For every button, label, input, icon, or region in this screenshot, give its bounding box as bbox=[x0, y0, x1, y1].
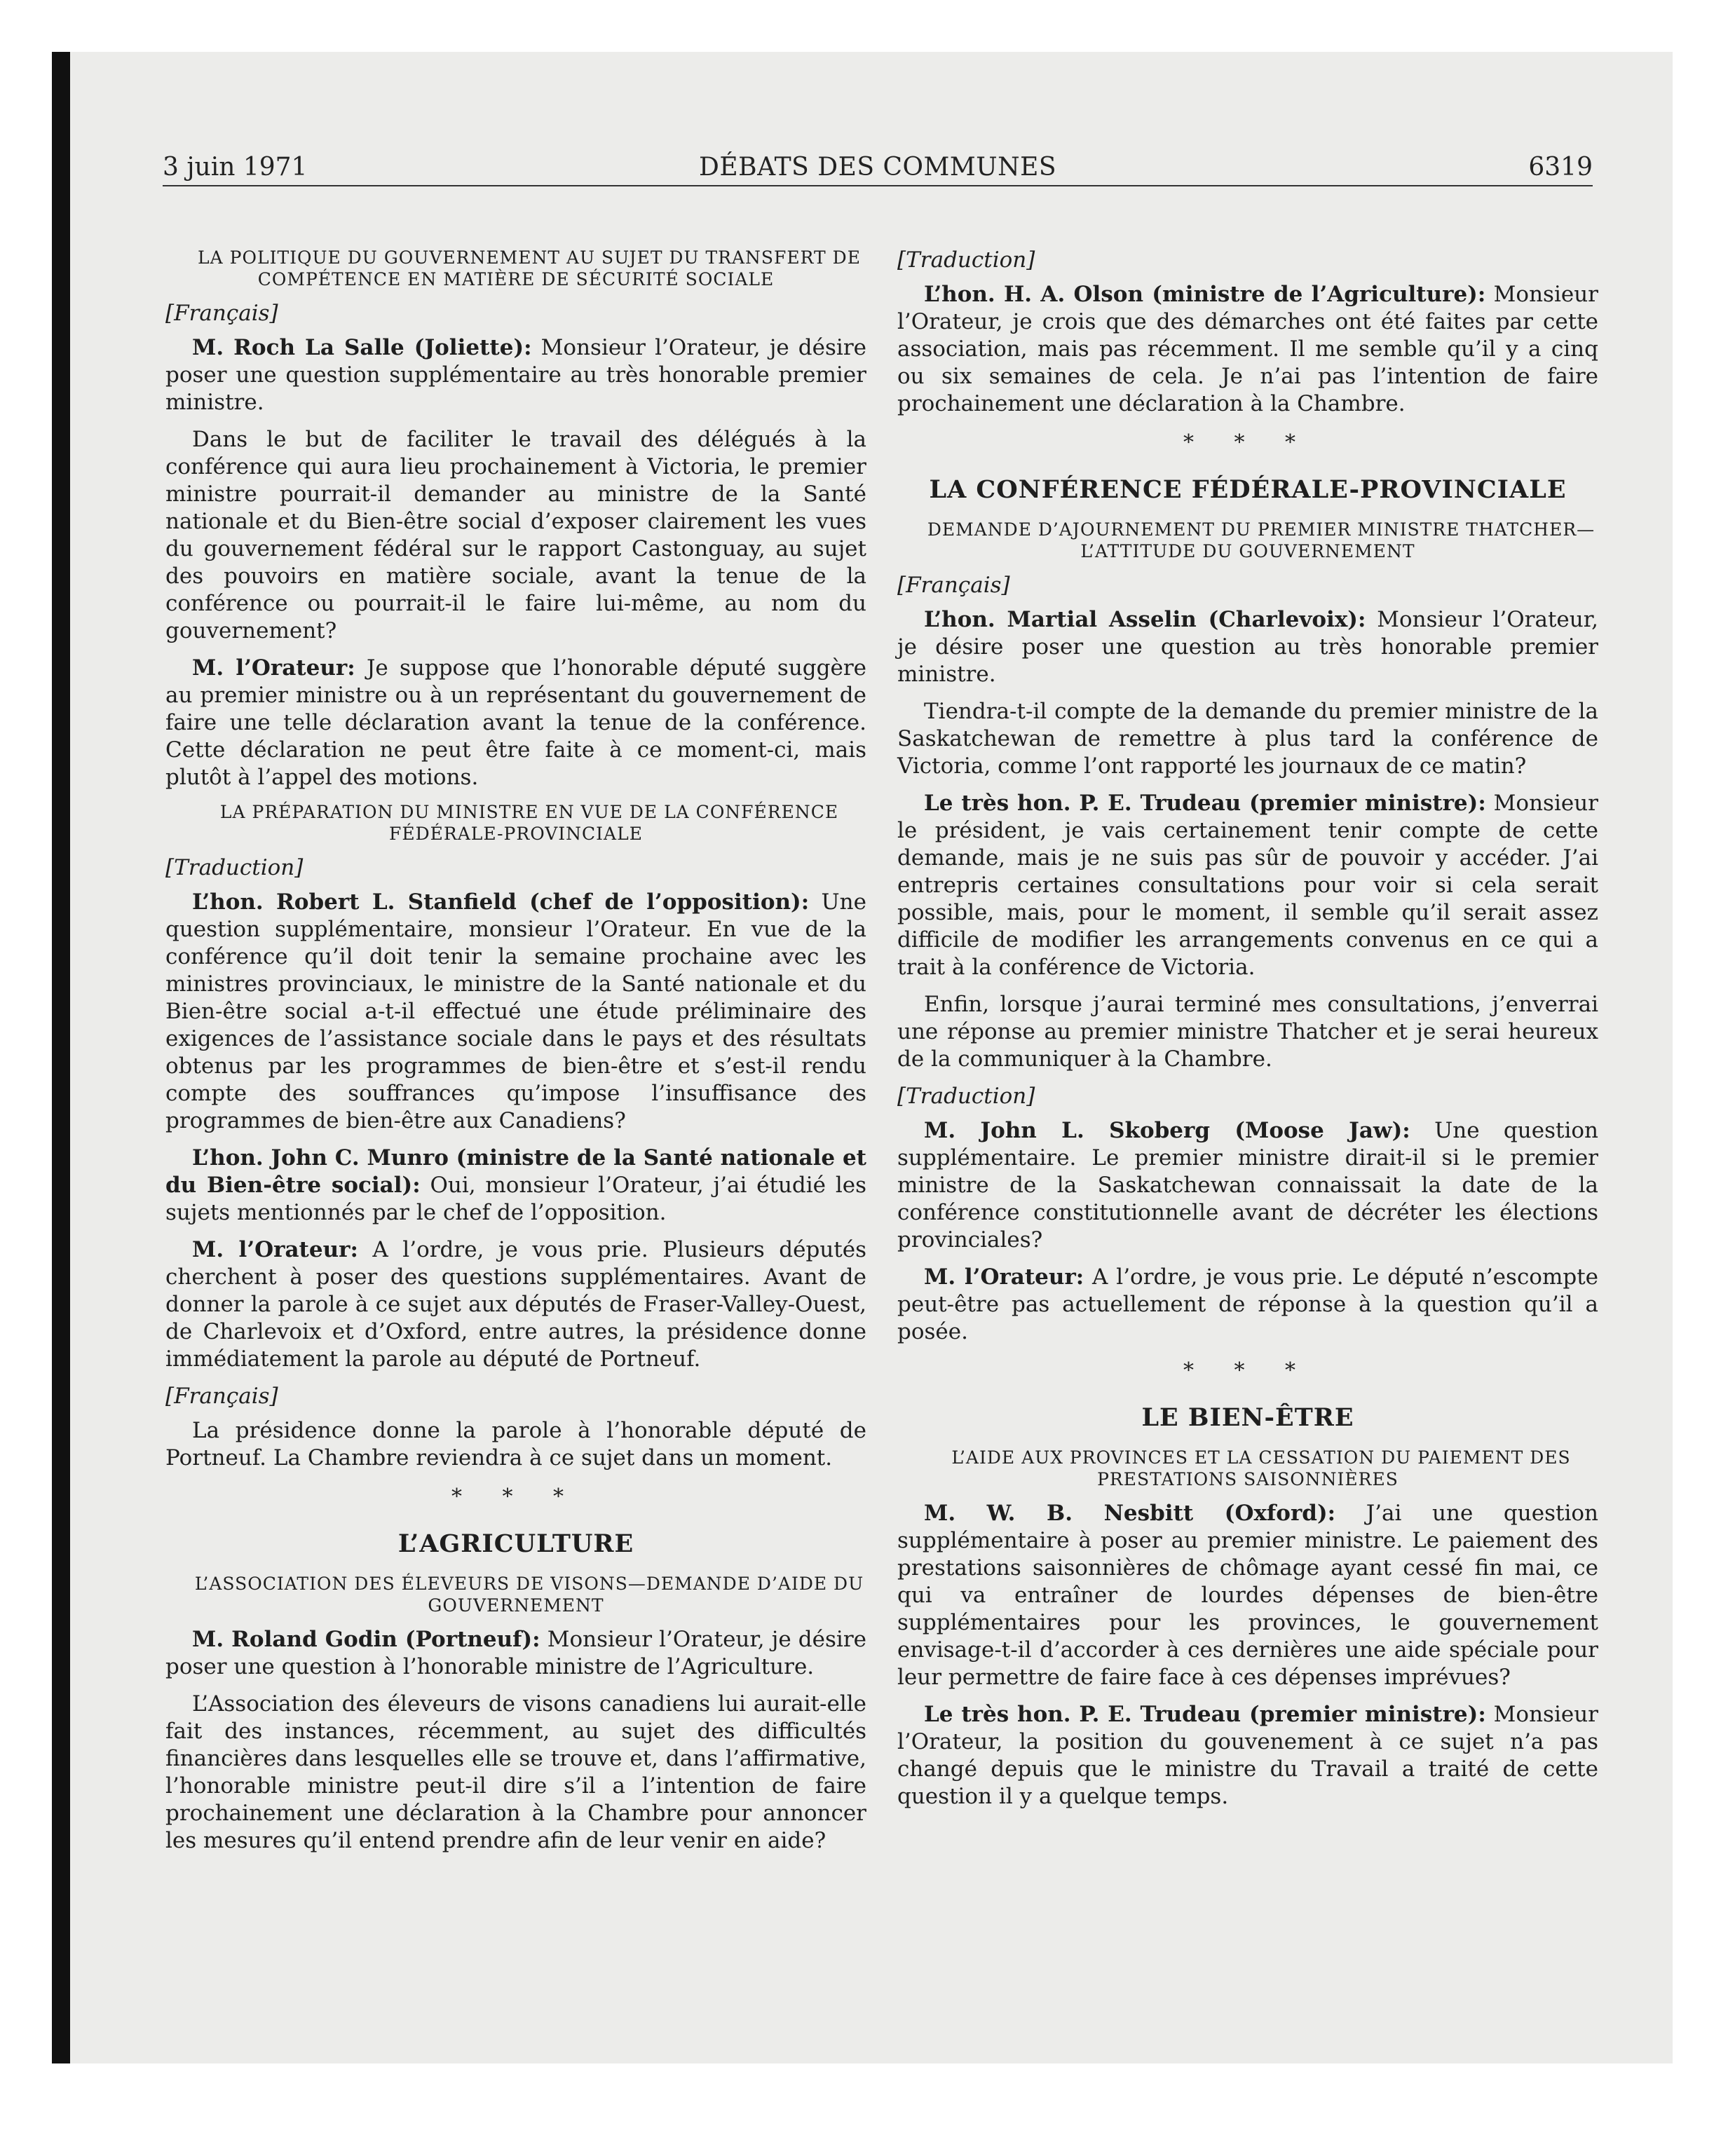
header-title: DÉBATS DES COMMUNES bbox=[698, 153, 1057, 182]
speech-text: A l’ordre, je vous prie. Plusieurs députés cherchent à poser des questions supplémentaires. Avant de donner la parole à ce sujet aux députés de Fraser-Valley-Ouest, de Charlevoix et d’Oxford, entre autres, la présidence donne immédiatement la parole au député de Portneuf. bbox=[165, 1237, 867, 1372]
language-marker: [Français] bbox=[165, 301, 278, 326]
language-marker: [Français] bbox=[897, 573, 1010, 598]
section-separator: * * * bbox=[451, 1485, 581, 1509]
speaker-name: Le très hon. P. E. Trudeau (premier ministre): bbox=[924, 791, 1486, 816]
language-marker: [Français] bbox=[165, 1384, 278, 1409]
subheading: LA PRÉPARATION DU MINISTRE EN VUE DE LA CONFÉRENCE FÉDÉRALE-PROVINCIALE bbox=[219, 802, 839, 844]
speaker-name: L’hon. Robert L. Stanfield (chef de l’opposition): bbox=[192, 889, 810, 915]
subheading: DEMANDE D’AJOURNEMENT DU PREMIER MINISTRE THATCHER—L’ATTITUDE DU GOUVERNEMENT bbox=[927, 519, 1595, 561]
speaker-name: Le très hon. P. E. Trudeau (premier ministre): bbox=[924, 1702, 1486, 1727]
paragraph bbox=[897, 790, 1598, 981]
speaker-name: L’hon. H. A. Olson (ministre de l’Agriculture): bbox=[924, 282, 1486, 307]
scan-border bbox=[52, 52, 70, 2063]
paragraph bbox=[165, 1626, 866, 1681]
speech-text: Monsieur l’Orateur, je crois que des démarches ont été faites par cette association, mais pas récemment. Il me semble qu’il y a cinq ou six semaines de cela. Je n’ai pas l’intention de faire prochainement une déclaration à la Chambre. bbox=[897, 282, 1598, 416]
speaker-name: M. John L. Skoberg (Moose Jaw): bbox=[924, 1118, 1410, 1143]
speaker-name: M. Roch La Salle (Joliette): bbox=[192, 335, 532, 360]
language-marker: [Traduction] bbox=[897, 247, 1035, 273]
speech-text: Monsieur l’Orateur, la position du gouvenement à ce sujet n’a pas changé depuis que le ministre du Travail a traité de cette question il y a quelque temps. bbox=[897, 1702, 1598, 1809]
speech-text: Une question supplémentaire. Le premier ministre dirait-il si le premier ministre de la Saskatchewan connaissait la date de la conférence constitutionnelle avant de décréter les élections provinciales? bbox=[897, 1118, 1598, 1253]
section-title: LA CONFÉRENCE FÉDÉRALE-PROVINCIALE bbox=[929, 475, 1567, 504]
paragraph bbox=[165, 655, 866, 791]
paragraph: Enfin, lorsque j’aurai terminé mes consultations, j’enverrai une réponse au premier ministre Thatcher et je serai heureux de la communiquer à la Chambre. bbox=[897, 992, 1598, 1072]
header-page-number: 6319 bbox=[1528, 153, 1593, 182]
language-marker: [Traduction] bbox=[165, 855, 304, 880]
right-column bbox=[897, 247, 1598, 1810]
paragraph bbox=[897, 281, 1598, 418]
speech-text: Monsieur l’Orateur, je désire poser une question au très honorable premier ministre. bbox=[897, 607, 1598, 687]
speaker-name: M. Roland Godin (Portneuf): bbox=[192, 1627, 540, 1652]
paragraph bbox=[897, 1701, 1598, 1810]
speech-text: J’ai une question supplémentaire à poser au premier ministre. Le paiement des prestations saisonnières de chômage ayant cessé fin mai, ce qui va entraîner de lourdes dépenses de bien-être supplémentaires pour les provinces, le gouvernement envisage-t-il d’accorder à ces dernières une aide spéciale pour leur permettre de faire face à ces dépenses imprévues? bbox=[897, 1501, 1598, 1690]
section-separator: * * * bbox=[1183, 430, 1313, 455]
header-date: 3 juin 1971 bbox=[163, 153, 308, 182]
left-column bbox=[165, 247, 866, 1855]
subheading: LA POLITIQUE DU GOUVERNEMENT AU SUJET DU TRANSFERT DE COMPÉTENCE EN MATIÈRE DE SÉCURITÉ SOCIALE bbox=[198, 247, 861, 289]
paragraph: Tiendra-t-il compte de la demande du premier ministre de la Saskatchewan de remettre à plus tard la conférence de Victoria, comme l’ont rapporté les journaux de ce matin? bbox=[897, 699, 1598, 779]
speaker-name: M. l’Orateur: bbox=[192, 1237, 358, 1262]
paragraph bbox=[165, 1145, 866, 1227]
section-title: L’AGRICULTURE bbox=[397, 1529, 634, 1558]
subheading: L’AIDE AUX PROVINCES ET LA CESSATION DU PAIEMENT DES PRESTATIONS SAISONNIÈRES bbox=[951, 1447, 1571, 1489]
speech-text: Monsieur l’Orateur, je désire poser une question supplémentaire au très honorable premier ministre. bbox=[165, 335, 866, 415]
paragraph bbox=[165, 889, 866, 1135]
speech-text: Je suppose que l’honorable député suggère au premier ministre ou à un représentant du gouvernement de faire une telle déclaration avant la tenue de la conférence. Cette déclaration ne peut être faite à ce moment-ci, mais plutôt à l’appel des motions. bbox=[165, 655, 867, 790]
speaker-name: M. l’Orateur: bbox=[924, 1264, 1084, 1290]
speaker-name: L’hon. John C. Munro (ministre de la Santé nationale et du Bien-être social): bbox=[165, 1145, 866, 1198]
paragraph bbox=[897, 1117, 1598, 1254]
speech-text: A l’ordre, je vous prie. Le député n’escompte peut-être pas actuellement de réponse à la question qu’il a posée. bbox=[897, 1264, 1599, 1344]
speech-text: Monsieur le président, je vais certainement tenir compte de cette demande, mais je ne suis pas sûr de pouvoir y accéder. J’ai entrepris certaines consultations pour voir si cela serait possible, mais, pour le moment, il semble qu’il serait assez difficile de modifier les arrangements convenus en ce qui a trait à la conférence de Victoria. bbox=[897, 791, 1598, 980]
paragraph bbox=[897, 1264, 1598, 1346]
paragraph: Dans le but de faciliter le travail des délégués à la conférence qui aura lieu prochainement à Victoria, le premier ministre pourrait-il demander au ministre de la Santé nationale et du Bien-être social d’exposer clairement les vues du gouvernement fédéral sur le rapport Castonguay, au sujet des pouvoirs en matière sociale, avant la tenue de la conférence ou pourrait-il le faire lui-même, au nom du gouvernement? bbox=[165, 427, 866, 643]
speaker-name: M. W. B. Nesbitt (Oxford): bbox=[924, 1501, 1336, 1526]
paragraph: La présidence donne la parole à l’honorable député de Portneuf. La Chambre reviendra à ce sujet dans un moment. bbox=[165, 1418, 866, 1471]
speaker-name: L’hon. Martial Asselin (Charlevoix): bbox=[924, 607, 1366, 632]
paragraph bbox=[897, 606, 1598, 688]
running-header bbox=[163, 153, 1593, 189]
paragraph bbox=[165, 1236, 866, 1373]
section-title: LE BIEN-ÊTRE bbox=[1141, 1403, 1354, 1432]
speech-text: Oui, monsieur l’Orateur, j’ai étudié les sujets mentionnés par le chef de l’opposition. bbox=[165, 1173, 866, 1225]
section-separator: * * * bbox=[1183, 1358, 1313, 1383]
speaker-name: M. l’Orateur: bbox=[192, 655, 355, 681]
header-rule bbox=[163, 185, 1593, 186]
paragraph: L’Association des éleveurs de visons canadiens lui aurait-elle fait des instances, récemment, au sujet des difficultés financières dans lesquelles elle se trouve et, dans l’affirmative, l’honorable ministre peut-il dire s’il a l’intention de faire prochainement une déclaration à la Chambre pour annoncer les mesures qu’il entend prendre afin de leur venir en aide? bbox=[165, 1691, 866, 1853]
speech-text: Monsieur l’Orateur, je désire poser une question à l’honorable ministre de l’Agriculture. bbox=[165, 1627, 866, 1679]
paragraph bbox=[897, 1500, 1598, 1691]
paragraph bbox=[165, 334, 866, 416]
speech-text: Une question supplémentaire, monsieur l’Orateur. En vue de la conférence qu’il doit tenir la semaine prochaine avec les ministres provinciaux, le ministre de la Santé nationale et du Bien-être social a-t-il effectué une étude préliminaire des exigences de l’assistance sociale dans le pays et des résultats obtenus par les programmes de bien-être et s’est-il rendu compte des souffrances qu’impose l’insuffisance des programmes de bien-être aux Canadiens? bbox=[165, 889, 866, 1133]
subheading: L’ASSOCIATION DES ÉLEVEURS DE VISONS—DEMANDE D’AIDE DU GOUVERNEMENT bbox=[194, 1574, 864, 1616]
language-marker: [Traduction] bbox=[897, 1084, 1035, 1109]
